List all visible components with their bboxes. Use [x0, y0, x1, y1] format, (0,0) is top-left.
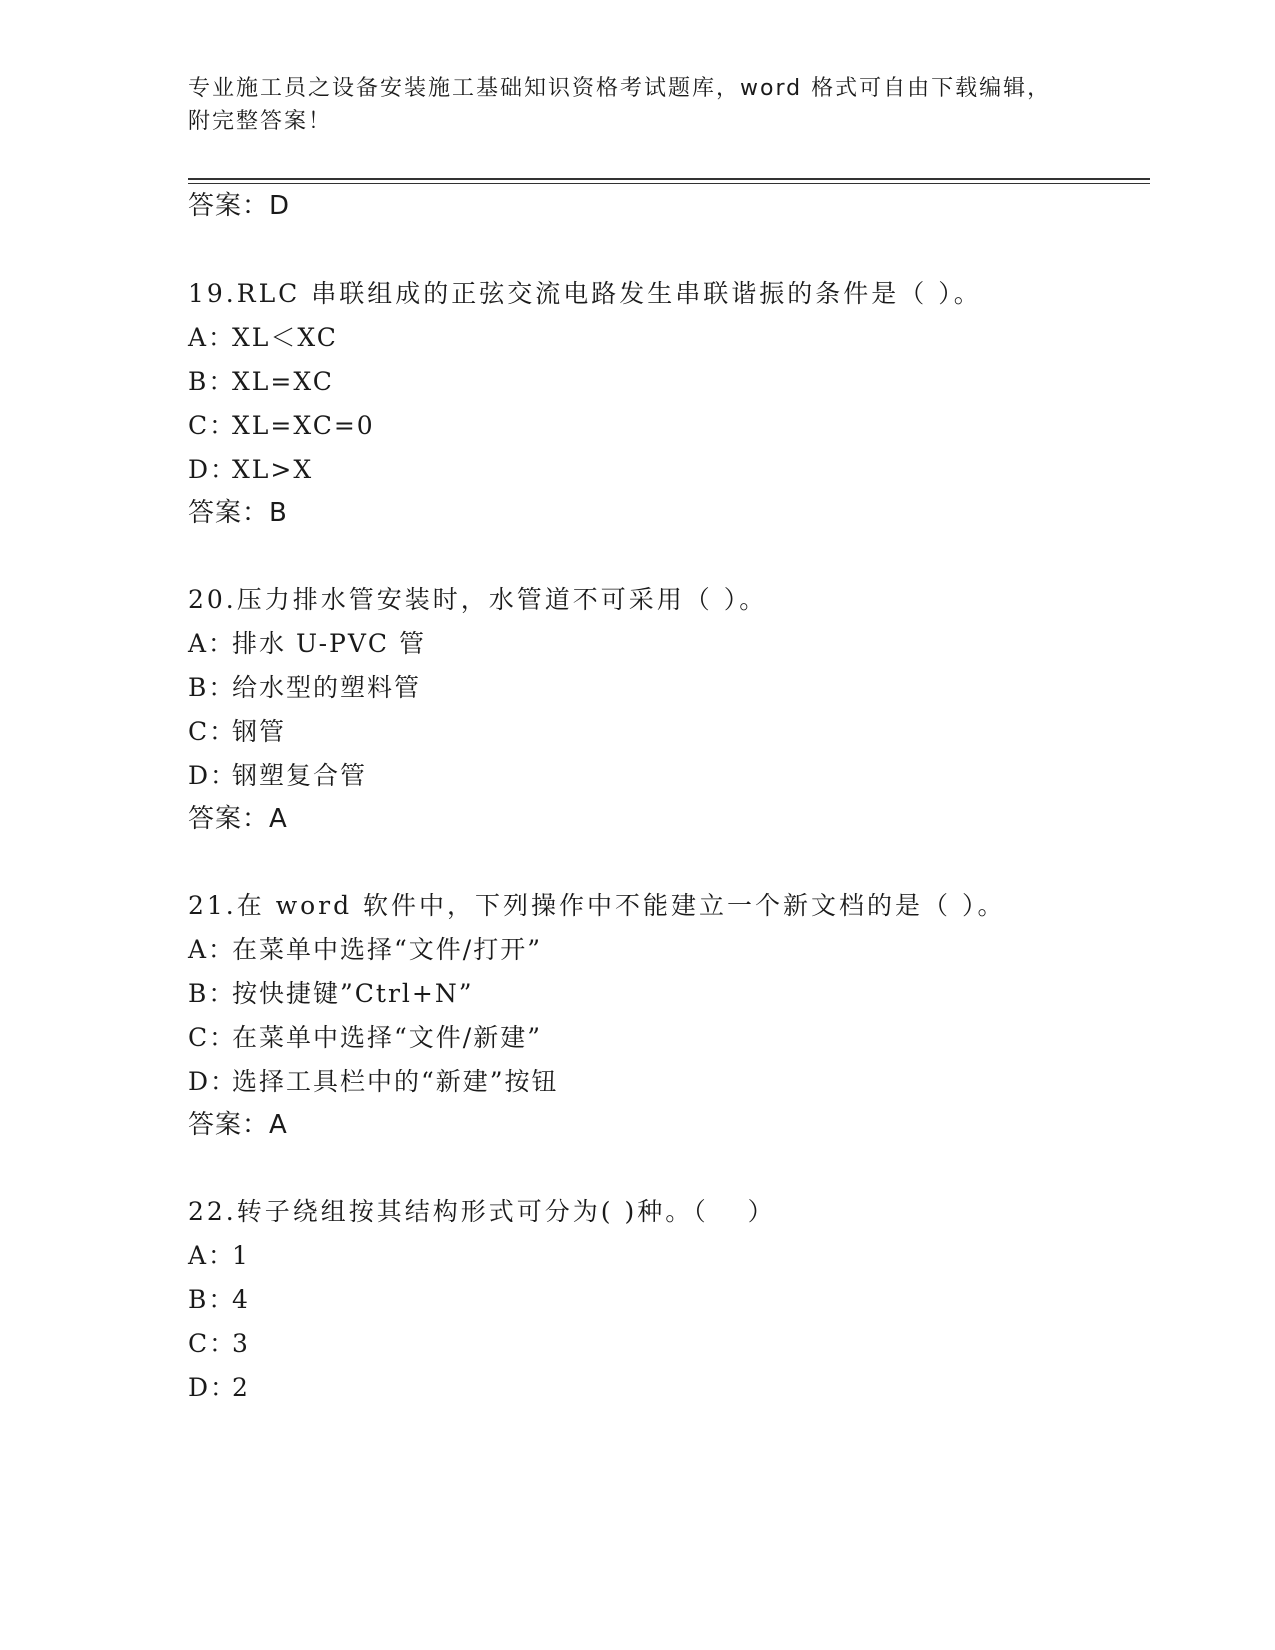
option-text: 1: [232, 1241, 250, 1270]
answer-21: 答案：A: [188, 1110, 288, 1140]
option-text: 在菜单中选择“文件/新建”: [232, 1023, 542, 1052]
option-key: A：: [188, 1241, 236, 1270]
option-text: XL>X: [232, 455, 314, 484]
option-key: D：: [188, 455, 238, 484]
option-20-b: [188, 668, 421, 704]
option-key: C：: [188, 1329, 237, 1358]
option-text: 钢塑复合管: [232, 761, 368, 790]
option-text: XL＜XC: [232, 323, 338, 352]
option-text: 按快捷键”Ctrl+N”: [232, 979, 474, 1008]
option-key: C：: [188, 717, 237, 746]
option-key: A：: [188, 323, 236, 352]
header-line-2: 附完整答案！: [188, 109, 333, 134]
header-divider: [188, 178, 1150, 180]
option-text: XL=XC=0: [232, 411, 375, 440]
option-text: 2: [232, 1373, 250, 1402]
header-divider-thin: [188, 183, 1150, 184]
option-21-a: [188, 930, 542, 966]
option-20-d: [188, 756, 367, 792]
previous-answer: 答案：D: [188, 191, 291, 221]
option-21-b: [188, 974, 474, 1010]
question-22: 22.转子绕组按其结构形式可分为( )种。（ ）: [188, 1197, 776, 1226]
option-key: C：: [188, 1023, 237, 1052]
option-22-c: [188, 1324, 250, 1360]
option-text: 选择工具栏中的“新建”按钮: [232, 1067, 559, 1096]
option-22-b: [188, 1280, 250, 1316]
option-21-d: [188, 1062, 559, 1098]
option-20-c: [188, 712, 286, 748]
option-22-d: [188, 1368, 250, 1404]
option-key: A：: [188, 935, 236, 964]
option-key: C：: [188, 411, 237, 440]
option-key: B：: [188, 1285, 236, 1314]
option-19-b: [188, 362, 334, 398]
option-20-a: [188, 624, 426, 660]
option-key: D：: [188, 1067, 238, 1096]
answer-19: 答案：B: [188, 498, 288, 528]
header-line-1: 专业施工员之设备安装施工基础知识资格考试题库，word 格式可自由下载编辑，: [188, 76, 1052, 101]
option-text: 3: [232, 1329, 250, 1358]
option-key: A：: [188, 629, 236, 658]
option-19-d: [188, 450, 313, 486]
answer-20: 答案：A: [188, 804, 288, 834]
option-text: 钢管: [232, 717, 287, 746]
option-text: 给水型的塑料管: [232, 673, 422, 702]
option-key: B：: [188, 673, 236, 702]
option-key: D：: [188, 761, 238, 790]
option-19-a: [188, 318, 338, 354]
option-text: 4: [232, 1285, 250, 1314]
option-key: B：: [188, 979, 236, 1008]
option-key: B：: [188, 367, 236, 396]
document-header: [188, 72, 1068, 138]
question-20: 20.压力排水管安装时，水管道不可采用（ ）。: [188, 585, 768, 614]
question-21: 21.在 word 软件中，下列操作中不能建立一个新文档的是（ ）。: [188, 891, 1006, 920]
option-22-a: [188, 1236, 250, 1272]
question-19: 19.RLC 串联组成的正弦交流电路发生串联谐振的条件是（ ）。: [188, 279, 982, 308]
option-text: 排水 U-PVC 管: [232, 629, 426, 658]
option-21-c: [188, 1018, 542, 1054]
option-text: XL=XC: [232, 367, 334, 396]
option-text: 在菜单中选择“文件/打开”: [232, 935, 542, 964]
option-key: D：: [188, 1373, 238, 1402]
option-19-c: [188, 406, 375, 442]
